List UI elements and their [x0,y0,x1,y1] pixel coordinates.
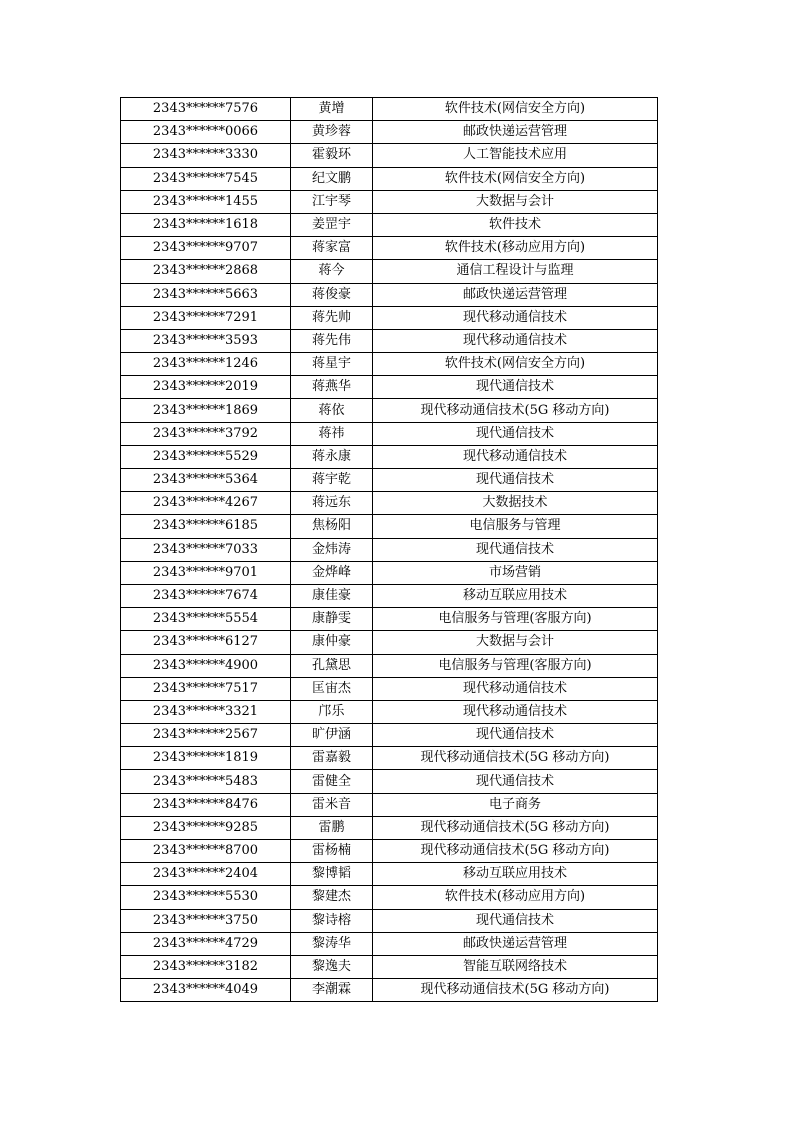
student-name-cell: 焦杨阳 [291,515,373,538]
student-name-cell: 蒋燕华 [291,376,373,399]
student-id-cell: 2343******7517 [121,677,291,700]
student-id-cell: 2343******7291 [121,306,291,329]
student-id-cell: 2343******8476 [121,793,291,816]
student-id-cell: 2343******2567 [121,724,291,747]
student-id-cell: 2343******1618 [121,213,291,236]
major-cell: 现代移动通信技术 [373,306,658,329]
table-row [121,422,658,445]
table-row [121,237,658,260]
student-name-cell: 蒋祎 [291,422,373,445]
student-name-cell: 蒋家富 [291,237,373,260]
student-id-cell: 2343******1869 [121,399,291,422]
table-row [121,793,658,816]
major-cell: 软件技术(移动应用方向) [373,886,658,909]
table-row [121,747,658,770]
major-cell: 现代移动通信技术 [373,700,658,723]
student-name-cell: 雷米音 [291,793,373,816]
major-cell: 通信工程设计与监理 [373,260,658,283]
major-cell: 邮政快递运营管理 [373,283,658,306]
student-name-cell: 蒋俊豪 [291,283,373,306]
student-id-cell: 2343******5483 [121,770,291,793]
table-row [121,538,658,561]
student-name-cell: 匡宙杰 [291,677,373,700]
table-row [121,213,658,236]
student-name-cell: 蒋依 [291,399,373,422]
major-cell: 现代移动通信技术 [373,329,658,352]
major-cell: 现代移动通信技术(5G 移动方向) [373,840,658,863]
table-row [121,700,658,723]
table-row [121,515,658,538]
student-id-cell: 2343******1246 [121,353,291,376]
major-cell: 大数据与会计 [373,190,658,213]
student-name-cell: 黎建杰 [291,886,373,909]
student-id-cell: 2343******5529 [121,445,291,468]
student-id-cell: 2343******1455 [121,190,291,213]
table-row [121,770,658,793]
student-id-cell: 2343******9701 [121,561,291,584]
student-name-cell: 邝乐 [291,700,373,723]
table-row [121,260,658,283]
table-row [121,190,658,213]
major-cell: 大数据技术 [373,492,658,515]
student-id-cell: 2343******7033 [121,538,291,561]
student-name-cell: 黎诗榕 [291,909,373,932]
major-cell: 现代通信技术 [373,724,658,747]
major-cell: 电信服务与管理(客服方向) [373,654,658,677]
major-cell: 电信服务与管理 [373,515,658,538]
student-name-cell: 蒋远东 [291,492,373,515]
table-row [121,329,658,352]
student-id-cell: 2343******5663 [121,283,291,306]
major-cell: 邮政快递运营管理 [373,121,658,144]
student-name-cell: 黎逸夫 [291,955,373,978]
student-name-cell: 李潮霖 [291,979,373,1002]
student-name-cell: 姜罡宇 [291,213,373,236]
student-id-cell: 2343******7545 [121,167,291,190]
student-id-cell: 2343******6127 [121,631,291,654]
student-id-cell: 2343******3593 [121,329,291,352]
student-name-cell: 雷杨楠 [291,840,373,863]
major-cell: 软件技术(网信安全方向) [373,98,658,121]
table-row [121,816,658,839]
major-cell: 现代通信技术 [373,469,658,492]
roster-table-body [121,98,658,1002]
table-row [121,121,658,144]
student-name-cell: 康仲豪 [291,631,373,654]
student-id-cell: 2343******4267 [121,492,291,515]
major-cell: 现代通信技术 [373,376,658,399]
major-cell: 现代移动通信技术 [373,677,658,700]
student-id-cell: 2343******9707 [121,237,291,260]
table-row [121,98,658,121]
student-name-cell: 康佳豪 [291,584,373,607]
table-row [121,631,658,654]
table-row [121,654,658,677]
student-name-cell: 霍毅环 [291,144,373,167]
major-cell: 现代移动通信技术(5G 移动方向) [373,979,658,1002]
major-cell: 软件技术(网信安全方向) [373,353,658,376]
student-id-cell: 2343******4729 [121,932,291,955]
major-cell: 软件技术 [373,213,658,236]
student-name-cell: 旷伊涵 [291,724,373,747]
table-row [121,886,658,909]
major-cell: 现代移动通信技术(5G 移动方向) [373,399,658,422]
student-name-cell: 康静雯 [291,608,373,631]
table-row [121,955,658,978]
student-name-cell: 蒋先伟 [291,329,373,352]
major-cell: 现代通信技术 [373,909,658,932]
student-name-cell: 蒋永康 [291,445,373,468]
student-name-cell: 蒋先帅 [291,306,373,329]
student-id-cell: 2343******4900 [121,654,291,677]
major-cell: 现代移动通信技术(5G 移动方向) [373,747,658,770]
student-name-cell: 孔黛思 [291,654,373,677]
student-id-cell: 2343******7576 [121,98,291,121]
major-cell: 智能互联网络技术 [373,955,658,978]
student-id-cell: 2343******6185 [121,515,291,538]
student-id-cell: 2343******7674 [121,584,291,607]
major-cell: 市场营销 [373,561,658,584]
student-id-cell: 2343******5364 [121,469,291,492]
student-id-cell: 2343******8700 [121,840,291,863]
student-id-cell: 2343******9285 [121,816,291,839]
student-id-cell: 2343******2868 [121,260,291,283]
major-cell: 移动互联应用技术 [373,584,658,607]
student-id-cell: 2343******2404 [121,863,291,886]
table-row [121,167,658,190]
major-cell: 软件技术(网信安全方向) [373,167,658,190]
table-row [121,561,658,584]
student-id-cell: 2343******3182 [121,955,291,978]
student-id-cell: 2343******1819 [121,747,291,770]
student-id-cell: 2343******3792 [121,422,291,445]
student-id-cell: 2343******3750 [121,909,291,932]
student-name-cell: 雷嘉毅 [291,747,373,770]
table-row [121,608,658,631]
major-cell: 现代移动通信技术 [373,445,658,468]
table-row [121,353,658,376]
student-id-cell: 2343******5530 [121,886,291,909]
table-row [121,376,658,399]
student-id-cell: 2343******2019 [121,376,291,399]
table-row [121,399,658,422]
student-name-cell: 金炜涛 [291,538,373,561]
table-row [121,283,658,306]
student-name-cell: 雷健全 [291,770,373,793]
student-name-cell: 雷鹏 [291,816,373,839]
major-cell: 现代通信技术 [373,422,658,445]
student-id-cell: 2343******5554 [121,608,291,631]
table-row [121,306,658,329]
student-name-cell: 纪文鹏 [291,167,373,190]
student-name-cell: 黎涛华 [291,932,373,955]
table-row [121,144,658,167]
major-cell: 电信服务与管理(客服方向) [373,608,658,631]
student-roster-table [120,97,658,1002]
student-name-cell: 江宇琴 [291,190,373,213]
table-row [121,724,658,747]
major-cell: 软件技术(移动应用方向) [373,237,658,260]
student-name-cell: 黎博韬 [291,863,373,886]
table-row [121,445,658,468]
major-cell: 电子商务 [373,793,658,816]
major-cell: 现代移动通信技术(5G 移动方向) [373,816,658,839]
table-row [121,863,658,886]
major-cell: 大数据与会计 [373,631,658,654]
table-row [121,492,658,515]
major-cell: 现代通信技术 [373,770,658,793]
table-row [121,584,658,607]
table-row [121,469,658,492]
table-row [121,677,658,700]
table-row [121,932,658,955]
student-id-cell: 2343******3330 [121,144,291,167]
major-cell: 人工智能技术应用 [373,144,658,167]
student-id-cell: 2343******0066 [121,121,291,144]
student-id-cell: 2343******4049 [121,979,291,1002]
student-name-cell: 蒋今 [291,260,373,283]
major-cell: 移动互联应用技术 [373,863,658,886]
major-cell: 现代通信技术 [373,538,658,561]
student-name-cell: 蒋星宇 [291,353,373,376]
student-name-cell: 金烨峰 [291,561,373,584]
major-cell: 邮政快递运营管理 [373,932,658,955]
table-row [121,840,658,863]
student-name-cell: 黄珍蓉 [291,121,373,144]
student-name-cell: 黄增 [291,98,373,121]
table-row [121,979,658,1002]
table-row [121,909,658,932]
student-id-cell: 2343******3321 [121,700,291,723]
student-name-cell: 蒋宇乾 [291,469,373,492]
